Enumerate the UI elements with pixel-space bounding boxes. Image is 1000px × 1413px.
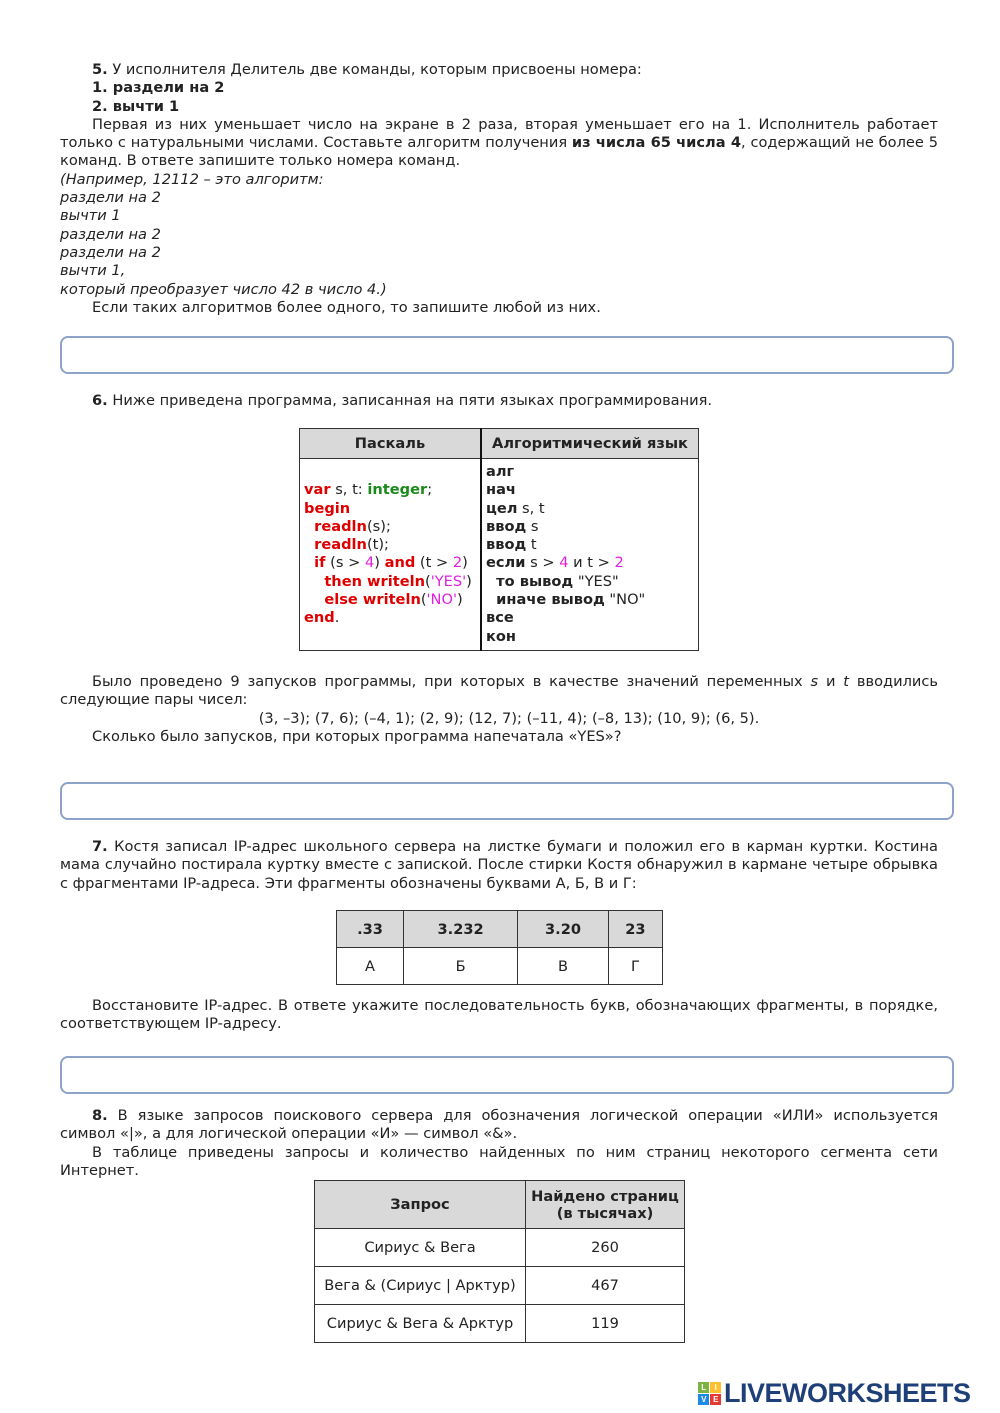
code-line [304, 609, 476, 627]
question-7-text [60, 997, 938, 1034]
code-line [486, 573, 694, 591]
task-note: Если таких алгоритмов более одного, то запишите любой из них. [92, 298, 601, 316]
code-token: and [384, 554, 416, 572]
example-line: раздели на 2 [60, 189, 161, 207]
code-token: 4 [364, 554, 375, 572]
question-text: Восстановите IP-адрес. В ответе укажите последовательность букв, обозначающих фрагменты, в порядке, соответствующем IP-адресу. [60, 997, 938, 1033]
pages: 119 [526, 1305, 685, 1343]
code-line [486, 500, 694, 518]
pascal-code [300, 459, 482, 651]
header-pascal: Паскаль [300, 429, 482, 459]
code-token: то вывод [486, 572, 574, 590]
fragment: 23 [608, 911, 662, 948]
code-token: (t > [415, 554, 453, 572]
task-text [60, 116, 938, 171]
code-line [486, 463, 694, 481]
fragment-letter: А [337, 948, 404, 985]
code-token: 'NO' [426, 591, 457, 609]
query: Сириус & Вега [315, 1229, 526, 1267]
var-s: s [810, 673, 819, 690]
logo-icon [698, 1382, 721, 1405]
question-intro: Ниже приведена программа, записанная на пяти языках программирования. [107, 392, 713, 409]
pages: 260 [526, 1229, 685, 1267]
code-token: ( [425, 572, 431, 590]
question-number: 7. [92, 838, 108, 855]
code-token: s [526, 517, 539, 535]
code-token: begin [304, 499, 351, 517]
fragment-letter: Б [404, 948, 518, 985]
fragment-letter: Г [608, 948, 662, 985]
code-token: then writeln [304, 572, 426, 590]
code-line [486, 554, 694, 572]
code-token: алг [486, 463, 515, 480]
code-token: ) [462, 554, 468, 572]
code-token: ) [456, 591, 463, 609]
code-line [304, 573, 476, 591]
answer-input-5[interactable] [60, 336, 954, 374]
code-token: цел [486, 499, 518, 517]
code-line [304, 554, 476, 572]
code-line [304, 500, 476, 518]
question-intro: У исполнителя Делитель две команды, которым присвоены номера: [107, 61, 642, 78]
var-t: t [843, 673, 850, 690]
question-text: Сколько было запусков, при которых программа напечатала «YES»? [92, 727, 622, 745]
code-token: 'YES' [430, 572, 467, 590]
code-token: кон [486, 627, 517, 645]
text: Первая из них уменьшает число на экране в 2 раза, вторая уменьшает его на 1. Исполнитель работает только с натуральными числами. Составьте алгоритм получения [60, 115, 938, 152]
code-line [304, 536, 476, 554]
liveworksheets-logo [698, 1378, 971, 1409]
header-algo: Алгоритмический язык [481, 429, 699, 459]
text: , содержащий не более 5 команд. В ответе запишите только номера команд. [60, 134, 938, 170]
pages: 467 [526, 1267, 685, 1305]
question-text: Костя записал IP-адрес школьного сервера на листке бумаги и положил его в карман куртки. Костина мама случайно постирала куртку вместе с запиской. После стирки Костя обнаружил в кармане четыре обрывка с фрагментами IP-адреса. Эти фрагменты обозначены буквами А, Б, В и Г: [60, 838, 938, 892]
command-2: 2. вычти 1 [92, 97, 180, 115]
code-token: readln [304, 536, 367, 554]
code-line [304, 518, 476, 536]
code-token: end [304, 609, 335, 627]
question-8 [60, 1107, 938, 1180]
code-token: ( [420, 591, 427, 609]
code-token: else writeln [304, 591, 421, 609]
code-token: иначе вывод [486, 591, 605, 609]
question-6 [60, 392, 938, 410]
example-line: вычти 1, [60, 262, 126, 280]
program-table [299, 428, 699, 651]
code-token: 4 [559, 554, 569, 572]
question-text: В языке запросов поискового сервера для обозначения логической операции «ИЛИ» используется символ «|», а для логической операции «И» — символ «&». [60, 1107, 938, 1143]
example-line: (Например, 12112 – это алгоритм: [60, 170, 324, 188]
example-line: который преобразует число 42 в число 4.) [60, 280, 387, 298]
question-text: В таблице приведены запросы и количество найденных по ним страниц некоторого сегмента сети Интернет. [60, 1143, 938, 1179]
logo-letter: E [710, 1394, 721, 1405]
code-line [486, 481, 694, 499]
header-pages: Найдено страниц (в тысячах) [526, 1181, 685, 1229]
code-line [486, 536, 694, 554]
logo-letter: L [698, 1382, 709, 1393]
code-token: "NO" [604, 591, 646, 609]
fragment-letter: В [518, 948, 609, 985]
text: Было проведено 9 запусков программы, при которых в качестве значений переменных [92, 673, 811, 690]
code-token: "YES" [573, 572, 619, 590]
question-number: 6. [92, 392, 108, 409]
code-token: . [334, 609, 340, 627]
text: и [818, 673, 844, 690]
code-token: 2 [452, 554, 463, 572]
answer-input-7[interactable] [60, 1056, 954, 1094]
code-token: t [526, 536, 537, 554]
code-token: нач [486, 481, 516, 499]
question-5 [60, 61, 938, 317]
code-token: if [304, 554, 326, 572]
code-token: ) [374, 554, 385, 572]
code-token: ввод [486, 517, 527, 535]
code-token: если [486, 554, 526, 572]
logo-letter: I [710, 1382, 721, 1393]
code-token: integer [367, 481, 428, 499]
answer-input-6[interactable] [60, 782, 954, 820]
query: Вега & (Сириус | Арктур) [315, 1267, 526, 1305]
code-token: ; [427, 481, 433, 499]
question-number: 5. [92, 61, 108, 78]
header-query: Запрос [315, 1181, 526, 1229]
algo-code [481, 459, 699, 651]
code-line [304, 481, 476, 499]
code-token: и t > [568, 554, 615, 572]
fragment: .33 [337, 911, 404, 948]
code-token: (s > [325, 554, 365, 572]
command-1: 1. раздели на 2 [92, 79, 225, 97]
code-token: 2 [614, 554, 624, 572]
code-line [486, 518, 694, 536]
queries-table [314, 1180, 685, 1343]
fragment: 3.232 [404, 911, 518, 948]
example-line: раздели на 2 [60, 225, 161, 243]
code-line [304, 463, 476, 481]
code-line [486, 609, 694, 627]
example [60, 171, 938, 299]
code-token: ввод [486, 536, 527, 554]
logo-text: LIVEWORKSHEETS [724, 1378, 971, 1408]
code-line [304, 591, 476, 609]
code-token: s, t: [330, 481, 368, 499]
code-token: s, t [517, 499, 545, 517]
code-token: var [304, 481, 331, 499]
code-line [486, 591, 694, 609]
question-7 [60, 838, 938, 893]
query: Сириус & Вега & Арктур [315, 1305, 526, 1343]
question-6-text [60, 673, 938, 746]
code-token: readln [304, 517, 367, 535]
code-token: ) [466, 572, 472, 590]
code-token: (s); [366, 517, 391, 535]
text: вводились следующие пары чисел: [60, 673, 939, 709]
example-line: раздели на 2 [60, 243, 161, 261]
code-token: (t); [366, 536, 389, 554]
code-line [486, 628, 694, 646]
code-token: все [486, 609, 514, 627]
fragment: 3.20 [518, 911, 609, 948]
text-bold: из числа 65 числа 4 [571, 134, 741, 152]
example-line: вычти 1 [60, 207, 121, 225]
logo-letter: V [698, 1394, 709, 1405]
code-token: s > [525, 554, 560, 572]
fragments-table [336, 910, 663, 985]
input-pairs: (3, –3); (7, 6); (–4, 1); (2, 9); (12, 7); (–11, 4); (–8, 13); (10, 9); (6, 5). [258, 709, 760, 727]
question-number: 8. [92, 1107, 108, 1124]
